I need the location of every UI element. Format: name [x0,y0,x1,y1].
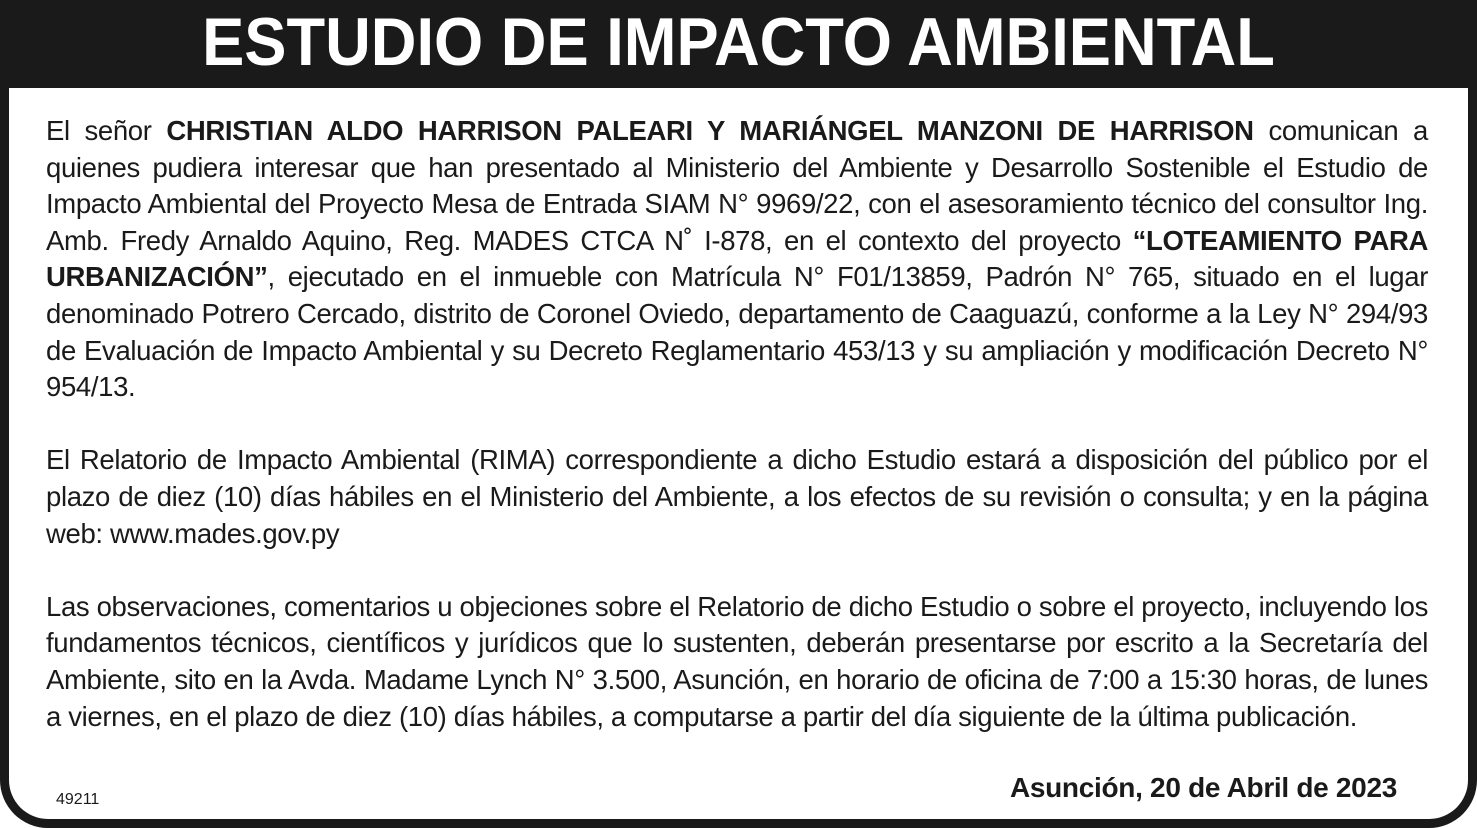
project-name: “LOTEAMIENTO PARA URBANIZACIÓN” [46,224,1428,293]
place-and-date: Asunción, 20 de Abril de 2023 [1009,772,1397,803]
paragraph-presentation [46,113,1428,406]
notice-title: ESTUDIO DE IMPACTO AMBIENTAL [202,4,1275,80]
notice-header [0,0,1477,88]
applicant-names: CHRISTIAN ALDO HARRISON PALEARI Y MARIÁNGEL MANZONI DE HARRISON [166,115,1254,146]
reference-number: 49211 [56,791,100,808]
paragraph-text-2: , ejecutado en el inmueble con Matrícula N° F01/13859, Padrón N° 765, situado en el lugar denominado Potrero Cercado, distrito de Coronel Oviedo, departamento de Caaguazú, conforme a la Ley N° 294/93 de Evaluación de Impacto Ambiental y su Decreto Reglamentario 453/13 y su ampliación y modificación Decreto N° 954/13. [46,261,1428,403]
paragraph-text-1: comunican a quienes pudiera interesar que han presentado al Ministerio del Ambiente y Desarrollo Sostenible el Estudio de Impacto Ambiental del Proyecto Mesa de Entrada SIAM N° 9969/22, con el asesoramiento técnico del consultor Ing. Amb. Fredy Arnaldo Aquino, Reg. MADES CTCA N˚ I-878, en el contexto del proyecto [46,115,1428,256]
notice-body [46,113,1428,735]
paragraph-observations: Las observaciones, comentarios u objeciones sobre el Relatorio de dicho Estudio o sobre el proyecto, incluyendo los fundamentos técnicos, científicos y jurídicos que lo sustenten, deberán presentarse por escrito a la Secretaría del Ambiente, sito en la Avda. Madame Lynch N° 3.500, Asunción, en horario de oficina de 7:00 a 15:30 horas, de lunes a viernes, en el plazo de diez (10) días hábiles, a computarse a partir del día siguiente de la última publicación. [46,590,1428,732]
paragraph-intro: El señor [46,115,167,146]
paragraph-rima: El Relatorio de Impacto Ambiental (RIMA) correspondiente a dicho Estudio estará a disposición del público por el plazo de diez (10) días hábiles en el Ministerio del Ambiente, a los efectos de su revisión o consulta; y en la página web: www.mades.gov.py [46,444,1428,549]
